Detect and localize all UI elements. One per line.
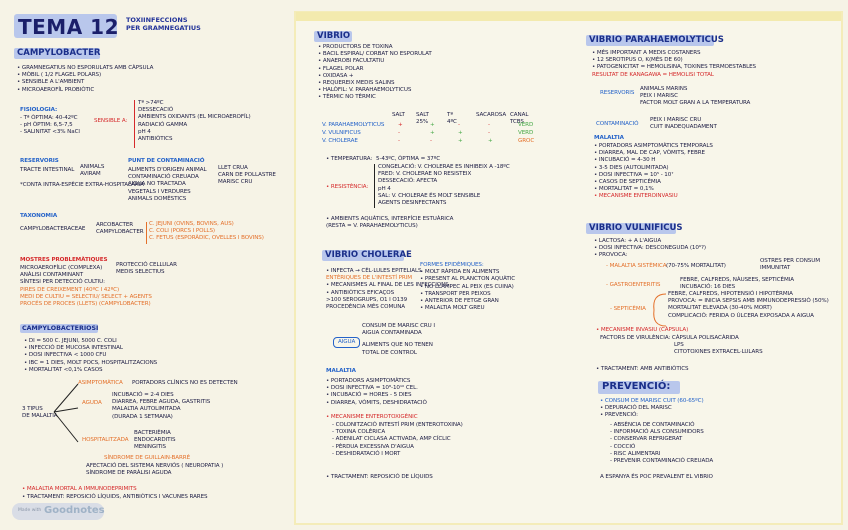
watermark-made-with: Made with bbox=[18, 508, 42, 513]
vibrio-table bbox=[322, 122, 552, 146]
hospitalitzada-label: HOSPITALITZADA bbox=[82, 437, 129, 443]
temperatura-label: • TEMPERATURA: bbox=[326, 156, 373, 162]
septicemia-list: FEBRE, CALFREDS, HIPOTENSIÓ I HIPOTÈRMIA PROVOCA: = INICIA SEPSIS AMB IMMUNODEPRESSIÓ (50%) MORTALITAT ELEVADA (30-40% MORT) COMPLICACIÓ: FERIDA O ÚLCERA EXPOSADA A AIGUA bbox=[668, 291, 829, 319]
septicemia-label: - SEPTICÈMIA bbox=[610, 306, 646, 312]
contaminacio-list: ALIMENTS D'ORIGEN ANIMAL CONTAMINACIÓ CREUADA AIGUA NO TRACTADA VEGETALS I VERDURES ANIMALS DOMÈSTICS bbox=[128, 167, 207, 202]
ambients-note: • AMBIENTS AQUÀTICS, INTERFÍCIE ESTUÀRICA (RESTA = V. PARAHAEMOLYTICUS) bbox=[326, 216, 454, 230]
table-row: V. VULNIFICUS - + + - VERD bbox=[322, 130, 534, 136]
mid-tractament: • TRACTAMENT: REPOSICIÓ DE LÍQUIDS bbox=[326, 474, 433, 480]
contaminacio-heading: PUNT DE CONTAMINACIÓ bbox=[128, 158, 205, 164]
panel-yellow-edge bbox=[296, 12, 841, 21]
malaltia-heading-right: MALALTIA bbox=[594, 135, 624, 141]
mostres-list: MICROAEROFÍLIC (COMPLEXA) ANÀLISI CONTAMINANT SÍNTESI PER DETECCIÓ CULTIU: PIRES DE CREIXEMENT (40ºC I 42ºC) MEDI DE CULTIU = SELECTIU/ SELECT + AGENTS PROCÉS DE PROCES (LLETS) (CAMPYLOBACTER) bbox=[20, 265, 152, 308]
aguda-label: AGUDA bbox=[82, 400, 102, 406]
parahaemolyticus-heading: VIBRIO PARAHAEMOLYTICUS bbox=[589, 35, 724, 45]
septicemia-brace bbox=[646, 292, 668, 328]
fisiologia-list: - Tª ÒPTIMA: 40-42ºC - pH ÒPTIM: 6,5-7,5 - SALINITAT <3% NaCl bbox=[20, 115, 80, 136]
gastroenteritis-label: - GASTROENTERITIS bbox=[606, 282, 661, 288]
tipus-branches bbox=[52, 380, 82, 450]
guillain-list: AFECTACIÓ DEL SISTEMA NERVIÓS ( NEUROPATIA ) SÍNDROME DE PARÀLISI AGUDA bbox=[86, 463, 224, 477]
campylobacter-heading: CAMPYLOBACTER bbox=[17, 48, 101, 58]
enterotoxigenic-heading: • MECANISME ENTEROTOXIGÈNIC bbox=[326, 414, 418, 420]
mortal-note: • MALALTIA MORTAL A IMMUNODEPRIMITS bbox=[22, 486, 137, 492]
malaltia-sistemica-side: OSTRES PER CONSUM IMMUNITAT bbox=[760, 258, 820, 272]
table-row: V. PARAHAEMOLYTICUS + + - - VERD bbox=[322, 122, 534, 128]
watermark-brand: Goodnotes bbox=[44, 505, 105, 516]
vuln-tractament: • TRACTAMENT: AMB ANTIBIÒTICS bbox=[596, 366, 689, 372]
prevencio-sublist: - ABSÈNCIA DE CONTAMINACIÓ - INFORMACIÓ ALS CONSUMIDORS - CONSERVAR REFRIGERAT - COCCIÓ - RISC ALIMENTARI - PREVENIR CONTAMINACIÓ CREUADA bbox=[610, 422, 714, 465]
sensible-bracket bbox=[134, 100, 135, 148]
campylobacteriosi-heading: CAMPYLOBACTERIOSI bbox=[22, 325, 99, 332]
tractament-note: • TRACTAMENT: REPOSICIÓ LÍQUIDS, ANTIBIÒTICS I VACUNES RARES bbox=[22, 494, 208, 500]
taxonomia-heading: TAXONOMIA bbox=[20, 213, 58, 219]
tipus-malaltia-label: 3 TIPUS DE MALALTIA bbox=[22, 406, 58, 420]
resistencia-list: CONGELACIÓ: V. CHOLERAE ES INHIBEIX A -18ºC FRED: V. CHOLERAE NO RESISTEIX DESSECACIÓ: AFECTA pH 4 SAL: V. CHOLERAE ÉS MOLT SENSIBLE AGENTS DESINFECTANTS bbox=[378, 164, 510, 207]
vulnificus-heading: VIBRIO VULNIFICUS bbox=[589, 223, 683, 233]
taxonomia-genera: ARCOBACTER CAMPYLOBACTER bbox=[96, 222, 144, 236]
hospitalitzada-list: BACTERIÈMIA ENDOCARDITIS MENINGITIS bbox=[134, 430, 176, 451]
bacteriosi-list: • DI = 500 C. JEJUNI, 5000 C. COLI • INFECCIÓ DE MUCOSA INTESTINAL • DOSI INFECTIVA < 1000 CFU • IBC = 1 DIES, MOLT POCS, HOSPITALITZACIONS • MORTALITAT <0,1% CASOS bbox=[24, 338, 158, 373]
gastroenteritis-list: FEBRE, CALFREDS, NÀUSEES, SEPTICÈMIA INCUBACIÓ: 16 DIES bbox=[680, 277, 794, 291]
sensible-label: SENSIBLE A: bbox=[94, 118, 128, 124]
reservoris-hosts: ANIMALS AVIRAM bbox=[80, 164, 105, 178]
mostres-heading: MOSTRES PROBLEMÀTIQUES bbox=[20, 257, 108, 263]
asimptomatica-text: PORTADORS CLÍNICS NO ES DETECTEN bbox=[132, 380, 238, 386]
taxonomia-family: CAMPYLOBACTERACEAE bbox=[20, 226, 86, 232]
mecanisme-invasiu: • MECANISME INVASIU (CÀPSULA) bbox=[596, 327, 689, 333]
aigua-list: CONSUM DE MARISC CRU I AIGUA CONTAMINADA ALIMENTS QUE NO TENEN TOTAL DE CONTROL bbox=[362, 323, 435, 356]
page-subtitle: TOXIINFECCIONS PER GRAMNEGATIUS bbox=[126, 16, 201, 32]
malaltia-list: • PORTADORS ASIMPTOMÀTICS • DOSI INFECTIVA = 10⁸-10¹⁰ CEL. • INCUBACIÓ = HORES - 5 DIES • DIARREA, VÒMITS, DESHIDRATACIÓ bbox=[326, 378, 427, 406]
malaltia-list-right: • PORTADORS ASIMPTOMÀTICS TEMPORALS • DIARREA, MAL DE CAP, VÒMITS, FEBRE • INCUBACIÓ = 4-30 H • 3-5 DIES (AUTOLIMITADA) • DOSI INFECTIVA = 10⁵ - 10⁷ • CASOS DE SEPTICÈMIA • MORTALITAT = 0,1% • MECANISME ENTEROINVASIU bbox=[594, 143, 713, 200]
page-title: TEMA 12 bbox=[18, 15, 119, 39]
taxonomia-species: C. JEJUNI (OVINS, BOVINS, AUS) C. COLI (PORCS I POLLS) C. FETUS (ESPORÀDIC, OVELLES I BOVINS) bbox=[149, 221, 264, 242]
contaminacio-label: CONTAMINACIÓ bbox=[596, 121, 639, 127]
prevencio-list: • CONSUM DE MARISC CUIT (60-65ºC) • DEPURACIÓ DEL MARISC • PREVENCIÓ: bbox=[600, 398, 704, 419]
reservoris-note: *CONTA INTRA-ESPÈCIE EXTRA-HOSPITALÀRIA bbox=[20, 182, 144, 188]
factors-virulencia: FACTORS DE VIRULÈNCIA: CÀPSULA POLISACÀRIDA LPS CITOTOXINES EXTRACEL·LULARS bbox=[600, 335, 763, 356]
reservoris-source: TRACTE INTESTINAL bbox=[20, 167, 75, 173]
malaltia-heading: MALALTIA bbox=[326, 368, 356, 374]
aguda-list: INCUBACIÓ = 2-4 DIES DIARREA, FEBRE AGUDA, GASTRITIS MALALTIA AUTOLIMITADA (DURADA 1 SETMANA) bbox=[112, 392, 211, 420]
malaltia-sistemica-text: (70-75% MORTALITAT) bbox=[666, 263, 726, 269]
fisiologia-heading: FISIOLOGIA: bbox=[20, 107, 58, 113]
asimptomatica-label: ASIMPTOMÀTICA bbox=[78, 380, 123, 386]
para-list: • MÉS IMPORTANT A MEDIS COSTANERS • 12 SEROTIPUS O, K(MÉS DE 60) • PATOGENICITAT = HEMOLISINA, TOXINES TERMOESTABLES RESULTAT DE KANAGAWA = HEMOLISI TOTAL bbox=[592, 50, 756, 78]
vibrio-features: • PRODUCTORS DE TOXINA • BACIL ESPIRAL/ CORBAT NO ESPORULAT • ANAEROBI FACULTATIU • FLAGEL POLAR • OXIDASA + • REQUEREIX MEDIS SALINS • HALÒFIL: V. PARAHAEMOLYTICUS • TÈRMIC NO TÈRMIC bbox=[318, 44, 432, 101]
reservoris-label: RESERVORIS bbox=[600, 90, 635, 96]
reservoris-list: ANIMALS MARINS PEIX I MARISC FACTOR MOLT GRAN A LA TEMPERATURA bbox=[640, 86, 751, 107]
mostres-side: PROTECCIÓ CELLULAR MEDIS SELECTIUS bbox=[116, 262, 177, 276]
temperatura-text: 5-43ºC, ÒPTIMA = 37ºC bbox=[376, 156, 441, 162]
vuln-list: • LACTOSA: + A L'AIGUA • DOSI INFECTIVA: DESCONEGUDA (10⁶?) • PROVOCA: bbox=[594, 238, 706, 259]
taxonomia-bracket bbox=[146, 222, 147, 244]
reservoris-heading: RESERVORIS bbox=[20, 158, 59, 164]
table-row: V. CHOLERAE - - + + GROC bbox=[322, 138, 535, 144]
cholerae-right: FORMES EPIDÈMIQUES: • MOLT RÀPIDA EN ALIMENTS • PRESENT AL PLANCTON AQUÀTIC • NO LLAMPEC AL PEIX (ES CUINA) • TRANSPORT PER PEIXOS • ANTERIOR DE FETGE GRAN • MALALTIA MOLT GREU bbox=[420, 262, 516, 312]
enterotoxigenic-list: - COLONITZACIÓ INTESTÍ PRIM (ENTEROTOXINA) - TOXINA COLÈRICA - ADENILAT CICLASA ACTIVADA, AMP CÍCLIC - PÈRDUA EXCESSIVA D'AIGUA - DESHIDRATACIÓ I MORT bbox=[332, 422, 463, 457]
notes-page: TEMA 12 TOXIINFECCIONS PER GRAMNEGATIUS CAMPYLOBACTER • GRAMNEGATIUS NO ESPORULATS AMB CÀPSULA • MÒBIL ( 1/2 FLAGEL POLARS) • SENSIBLE A L'AMBIENT • MICROAEROFÍL PROBIÒTIC FISIOLOGIA: - Tª ÒPTIMA: 40-42ºC - pH ÒPTIM: 6,5-7,5 - SALINITAT <3% NaCl SENSIBLE A: Tª >74ºC DESSECACIÓ AMBIENTS OXIDANTS (EL MICROAEROFÍL) RADIACIÓ GAMMA pH 4 ANTIBIÒTICS RESERVORIS TRACTE INTESTINAL ANIMALS AVIRAM *CONTA INTRA-ESPÈCIE EXTRA-HOSPITALÀRIA PUNT DE CONTAMINACIÓ ALIMENTS D'ORIGEN ANIMAL CONTAMINACIÓ CREUADA AIGUA NO TRACTADA VEGETALS I VERDURES ANIMALS DOMÈSTICS LLET CRUA CARN DE POLLASTRE MARISC CRU TAXONOMIA CAMPYLOBACTERACEAE ARCOBACTER CAMPYLOBACTER C. JEJUNI (OVINS, BOVINS, AUS) C. COLI (PORCS I POLLS) C. FETUS (ESPORÀDIC, OVELLES I BOVINS) MOSTRES PROBLEMÀTIQUES MICROAEROFÍLIC (COMPLEXA) ANÀLISI CONTAMINANT SÍNTESI PER DETECCIÓ CULTIU: PIRES DE CREIXEMENT (40ºC I 42ºC) MEDI DE CULTIU = SELECTIU/ SELECT + AGENTS PROCÉS DE PROCES (LLETS) (CAMPYLOBACTER) PROTECCIÓ CELLULAR MEDIS SELECTIUS CAMPYLOBACTERIOSI • DI = 500 C. JEJUNI, 5000 C. COLI • INFECCIÓ DE MUCOSA INTESTINAL • DOSI INFECTIVA < 1000 CFU • IBC = 1 DIES, MOLT POCS, HOSPITALITZACIONS • MORTALITAT <0,1% CASOS 3 TIPUS DE MALALTIA ASIMPTOMÀTICA PORTADORS CLÍNICS NO ES DETECTEN AGUDA INCUBACIÓ = 2-4 DIES DIARREA, FEBRE AGUDA, GASTRITIS MALALTIA AUTOLIMITADA (DURADA 1 SETMANA) HOSPITALITZADA BACTERIÈMIA ENDOCARDITIS MENINGITIS SÍNDROME DE GUILLAIN-BARRÉ AFECTACIÓ DEL SISTEMA NERVIÓS ( NEUROPATIA ) SÍNDROME DE PARÀLISI AGUDA • MALALTIA MORTAL A IMMUNODEPRIMITS • TRACTAMENT: REPOSICIÓ LÍQUIDS, ANTIBIÒTICS I VACUNES RARES VIBRIO • PRODUCTORS DE TOXINA • BACIL ESPIRAL/ CORBAT NO ESPORULAT • ANAEROBI FACULTATIU • FLAGEL POLAR • OXIDASA + • REQUEREIX MEDIS SALINS • HALÒFIL: V. PARAHAEMOLYTICUS • TÈRMIC NO TÈRMIC SALT SALT 25% Tª 4ºC SACAROSA CANAL TCBS V. PARAHAEMOLYTICUS + + - - VERD V. VULNIFICUS - + + - VERD V. CHOLERAE - - + + GROC • TEMPERATURA: 5-43ºC, ÒPTIMA = 37ºC • RESISTÈNCIA: CONGELACIÓ: V. CHOLERAE ES INHIBEIX A -18ºC FRED: V. CHOLERAE NO RESISTEIX DESSECACIÓ: AFECTA pH 4 SAL: V. CHOLERAE ÉS MOLT SENSIBLE AGENTS DESINFECTANTS • AMBIENTS AQUÀTICS, INTERFÍCIE ESTUÀRICA (RESTA = V. PARAHAEMOLYTICUS) VIBRIO CHOLERAE • INFECTA → CÈL·LULES EPITELIALS ENTÈRIQUES DE L'INTESTÍ PRIM • MECANISMES AL FINAL DE LES INFECCIONS • ANTIBIÒTICS EFICAÇOS >100 SEROGRUPS, O1 I O139 PROCEDÈNCIA MÉS COMUNA FORMES EPIDÈMIQUES: • MOLT RÀPIDA EN ALIMENTS • PRESENT AL PLANCTON AQUÀTIC • NO LLAMPEC AL PEIX (ES CUINA) • TRANSPORT PER PEIXOS • ANTERIOR DE FETGE GRAN • MALALTIA MOLT GREU AIGUA CONSUM DE MARISC CRU I AIGUA CONTAMINADA ALIMENTS QUE NO TENEN TOTAL DE CONTROL MALALTIA • PORTADORS ASIMPTOMÀTICS • DOSI INFECTIVA = 10⁸-10¹⁰ CEL. • INCUBACIÓ = HORES - 5 DIES • DIARREA, VÒMITS, DESHIDRATACIÓ • MECANISME ENTEROTOXIGÈNIC - COLONITZACIÓ INTESTÍ PRIM (ENTEROTOXINA) - TOXINA COLÈRICA - ADENILAT CICLASA ACTIVADA, AMP CÍCLIC - PÈRDUA EXCESSIVA D'AIGUA - DESHIDRATACIÓ I MORT • TRACTAMENT: REPOSICIÓ DE LÍQUIDS VIBRIO PARAHAEMOLYTICUS • MÉS IMPORTANT A MEDIS COSTANERS • 12 SEROTIPUS O, K(MÉS DE 60) • PATOGENICITAT = HEMOLISINA, TOXINES TERMOESTABLES RESULTAT DE KANAGAWA = HEMOLISI TOTAL RESERVORIS ANIMALS MARINS PEIX I MARISC FACTOR MOLT GRAN A LA TEMPERATURA CONTAMINACIÓ PEIX I MARISC CRU CUIT INADEQUADAMENT MALALTIA • PORTADORS ASIMPTOMÀTICS TEMPORALS • DIARREA, MAL DE CAP, VÒMITS, FEBRE • INCUBACIÓ = 4-30 H • 3-5 DIES (AUTOLIMITADA) • DOSI INFECTIVA = 10⁵ - 10⁷ • CASOS DE SEPTICÈMIA • MORTALITAT = 0,1% • MECANISME ENTEROINVASIU VIBRIO VULNIFICUS • LACTOSA: + A L'AIGUA • DOSI INFECTIVA: DESCONEGUDA (10⁶?) • PROVOCA: - MALALTIA SISTÈMICA (70-75% MORTALITAT) OSTRES PER CONSUM IMMUNITAT - GASTROENTERITIS FEBRE, CALFREDS, NÀUSEES, SEPTICÈMIA INCUBACIÓ: 16 DIES - SEPTICÈMIA FEBRE, CALFREDS, HIPOTENSIÓ I HIPOTÈRMIA PROVOCA: = INICIA SEPSIS AMB IMMUNODEPRESSIÓ (50%) MORTALITAT ELEVADA (30-40% MORT) COMPLICACIÓ: FERIDA O ÚLCERA EXPOSADA A AIGUA • MECANISME INVASIU (CÀPSULA) FACTORS DE VIRULÈNCIA: CÀPSULA POLISACÀRIDA LPS CITOTOXINES EXTRACEL·LULARS • TRACTAMENT: AMB ANTIBIÒTICS PREVENCIÓ: • CONSUM DE MARISC CUIT (60-65ºC) • DEPURACIÓ DEL MARISC • PREVENCIÓ: - ABSÈNCIA DE CONTAMINACIÓ - INFORMACIÓ ALS CONSUMIDORS - CONSERVAR REFRIGERAT - COCCIÓ - RISC ALIMENTARI - PREVENIR CONTAMINACIÓ CREUADA A ESPANYA ÉS POC PREVALENT EL VIBRIO Made with Goodnotes bbox=[0, 0, 848, 530]
contaminacio-foods: LLET CRUA CARN DE POLLASTRE MARISC CRU bbox=[218, 165, 276, 186]
sensible-list: Tª >74ºC DESSECACIÓ AMBIENTS OXIDANTS (EL MICROAEROFÍL) RADIACIÓ GAMMA pH 4 ANTIBIÒTICS bbox=[138, 100, 251, 143]
resistencia-bracket bbox=[374, 164, 375, 208]
campy-features: • GRAMNEGATIUS NO ESPORULATS AMB CÀPSULA • MÒBIL ( 1/2 FLAGEL POLARS) • SENSIBLE A L'AMBIENT • MICROAEROFÍL PROBIÒTIC bbox=[17, 65, 154, 93]
contaminacio-list-right: PEIX I MARISC CRU CUIT INADEQUADAMENT bbox=[650, 117, 717, 131]
prevencio-footer: A ESPANYA ÉS POC PREVALENT EL VIBRIO bbox=[600, 474, 713, 480]
cholerae-heading: VIBRIO CHOLERAE bbox=[325, 250, 412, 260]
vibrio-heading: VIBRIO bbox=[317, 31, 351, 41]
aigua-label: AIGUA bbox=[333, 337, 360, 348]
prevencio-heading: PREVENCIÓ: bbox=[602, 381, 671, 392]
cholerae-left: • INFECTA → CÈL·LULES EPITELIALS ENTÈRIQUES DE L'INTESTÍ PRIM • MECANISMES AL FINAL DE LES INFECCIONS • ANTIBIÒTICS EFICAÇOS >100 SEROGRUPS, O1 I O139 PROCEDÈNCIA MÉS COMUNA bbox=[326, 268, 449, 311]
malaltia-sistemica-label: - MALALTIA SISTÈMICA bbox=[606, 263, 667, 269]
guillain-heading: SÍNDROME DE GUILLAIN-BARRÉ bbox=[104, 455, 191, 461]
resistencia-label: • RESISTÈNCIA: bbox=[326, 184, 369, 190]
